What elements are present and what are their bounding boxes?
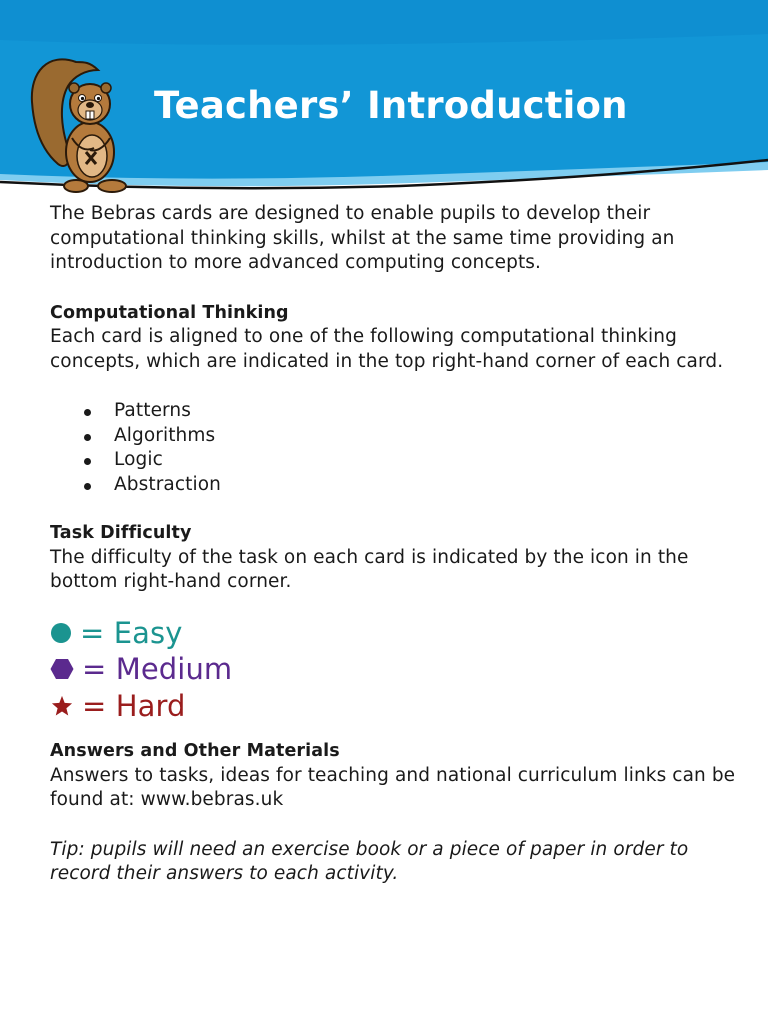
list-item xyxy=(50,399,740,424)
content xyxy=(50,202,740,887)
difficulty-easy-label: = Easy xyxy=(80,615,183,650)
list-item-label: Algorithms xyxy=(114,424,216,446)
bullet-icon xyxy=(84,434,91,441)
hexagon-icon xyxy=(50,658,74,680)
bullet-icon xyxy=(84,458,91,465)
task-difficulty-heading: Task Difficulty xyxy=(50,523,192,543)
list-item xyxy=(50,424,740,449)
list-item-label: Patterns xyxy=(114,400,191,421)
list-item xyxy=(50,448,740,473)
page-title: Teachers’ Introduction xyxy=(154,84,628,127)
difficulty-hard xyxy=(50,688,740,725)
bullet-icon xyxy=(84,409,91,416)
answers-paragraph: Answers to tasks, ideas for teaching and national curriculum links can be found at: www.bebras.uk xyxy=(50,764,736,810)
list-item-label: Abstraction xyxy=(114,473,221,495)
intro-paragraph: The Bebras cards are designed to enable pupils to develop their computational thinking skills, whilst at the same time providing an introduction to more advanced computing concepts. xyxy=(50,203,675,273)
circle-icon xyxy=(50,622,72,644)
answers-heading: Answers and Other Materials xyxy=(50,741,340,761)
computational-thinking-paragraph: Each card is aligned to one of the following computational thinking concepts, which are indicated in the top right-hand corner of each card. xyxy=(50,326,724,372)
tip-paragraph: Tip: pupils will need an exercise book or a piece of paper in order to record their answers to each activity. xyxy=(50,838,689,884)
list-item xyxy=(50,473,740,498)
difficulty-hard-label: = Hard xyxy=(82,688,186,723)
concept-list xyxy=(50,399,740,497)
computational-thinking-heading: Computational Thinking xyxy=(50,302,289,323)
list-item-label: Logic xyxy=(114,449,163,470)
task-difficulty-paragraph: The difficulty of the task on each card is indicated by the icon in the bottom right-hand corner. xyxy=(50,546,689,592)
star-icon xyxy=(50,695,74,717)
difficulty-legend xyxy=(50,615,740,725)
bullet-icon xyxy=(84,483,91,490)
difficulty-easy xyxy=(50,615,740,652)
difficulty-medium xyxy=(50,651,740,688)
beaver-mascot-icon xyxy=(28,52,140,202)
difficulty-medium-label: = Medium xyxy=(82,652,233,686)
